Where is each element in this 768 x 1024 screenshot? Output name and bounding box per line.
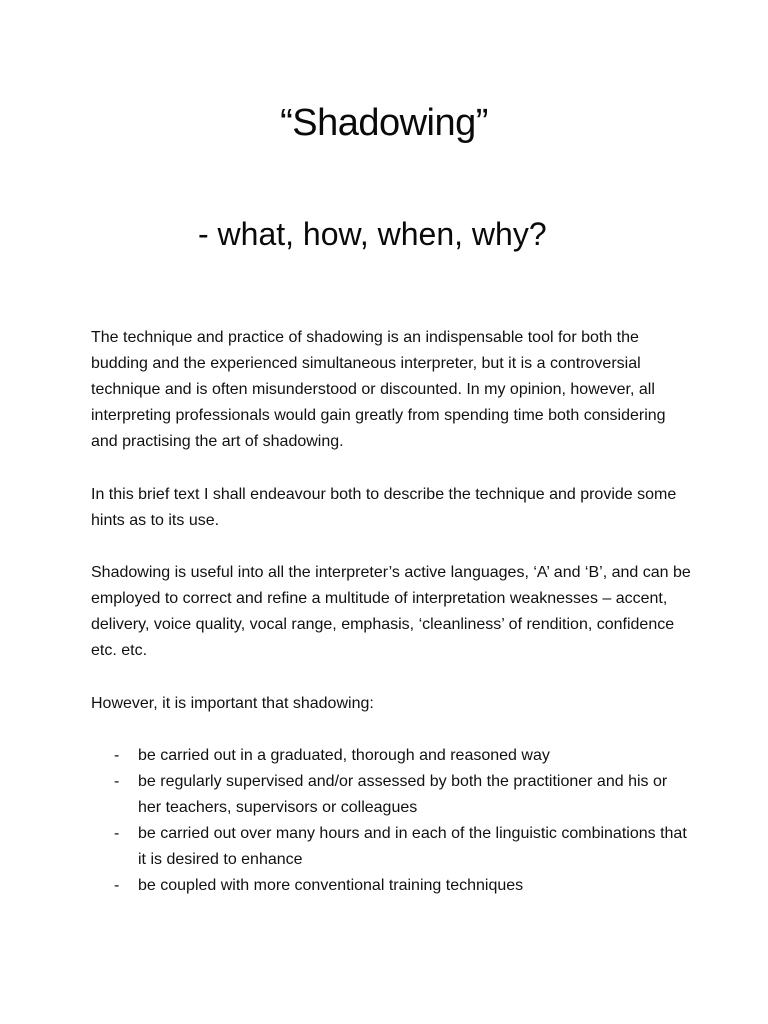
list-item	[91, 743, 691, 769]
list-item-text: be regularly supervised and/or assessed by both the practitioner and his or her teachers, supervisors or colleagues	[138, 773, 668, 816]
list-item	[91, 873, 691, 899]
document-subtitle: - what, how, when, why?	[198, 216, 547, 252]
list-item-text: be carried out over many hours and in each of the linguistic combinations that it is desired to enhance	[138, 825, 687, 868]
bullet-dash: -	[114, 773, 120, 790]
document-title: “Shadowing”	[280, 102, 488, 144]
paragraph-usefulness: Shadowing is useful into all the interpreter’s active languages, ‘A’ and ‘B’, and can be employed to correct and refine a multitude of interpretation weaknesses – accent, delivery, voice quality, vocal range, emphasis, ‘cleanliness’ of rendition, confidence etc. etc.	[91, 564, 691, 659]
conditions-list	[91, 743, 691, 899]
bullet-dash: -	[114, 747, 120, 764]
list-item-text: be coupled with more conventional training techniques	[138, 877, 524, 894]
list-item-text: be carried out in a graduated, thorough and reasoned way	[138, 747, 550, 764]
paragraph-intro: The technique and practice of shadowing is an indispensable tool for both the budding and the experienced simultaneous interpreter, but it is a controversial technique and is often misunderstood or discounted. In my opinion, however, all interpreting professionals would gain greatly from spending time both considering and practising the art of shadowing.	[91, 329, 666, 450]
bullet-dash: -	[114, 877, 120, 894]
paragraph-conditions: However, it is important that shadowing:	[91, 695, 374, 712]
bullet-dash: -	[114, 825, 120, 842]
list-item	[91, 769, 691, 821]
list-item	[91, 821, 691, 873]
paragraph-purpose: In this brief text I shall endeavour both to describe the technique and provide some hints as to its use.	[91, 486, 677, 529]
